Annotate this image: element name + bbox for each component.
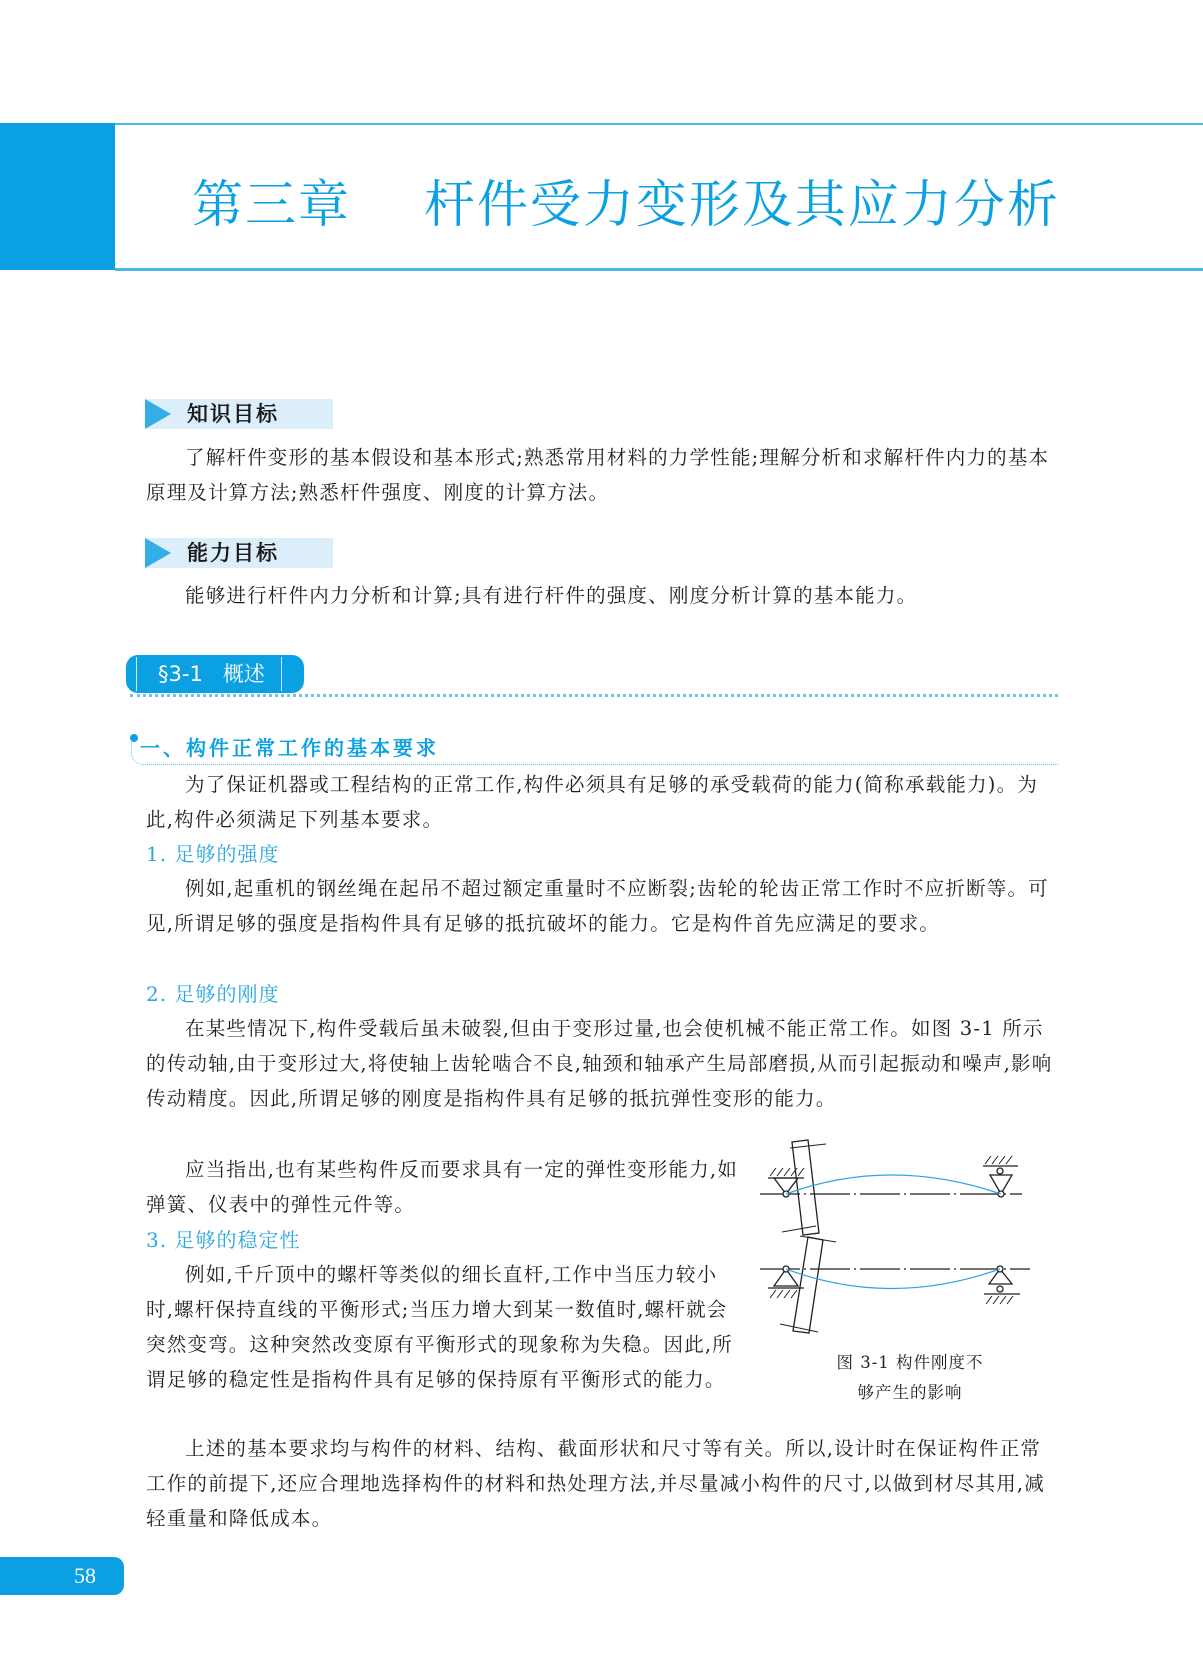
requirement-paragraph: 应当指出,也有某些构件反而要求具有一定的弹性变形能力,如弹簧、仪表中的弹性元件等。 [146, 1158, 738, 1216]
section-banner [126, 655, 304, 693]
subsection-intro: 为了保证机器或工程结构的正常工作,构件必须具有足够的承受载荷的能力(简称承载能力)。为此,构件必须满足下列基本要求。 [146, 773, 1039, 831]
chapter-title: 第三章 杆件受力变形及其应力分析 [192, 176, 1060, 235]
requirement-heading-strength: 1. 足够的强度 [146, 842, 280, 866]
gear-tick [800, 1236, 836, 1242]
figure-caption-line-1: 图 3-1 构件刚度不 [836, 1353, 984, 1372]
chapter-color-block [0, 123, 115, 270]
page-number: 58 [74, 1563, 96, 1588]
ability-objective-text: 能够进行杆件内力分析和计算;具有进行杆件的强度、刚度分析计算的基本能力。 [185, 584, 918, 607]
section-dotted-rule [130, 694, 1058, 697]
section-number: §3-1 [158, 662, 203, 686]
roller-icon [997, 1168, 1003, 1174]
figure-shaft-deflection [760, 1138, 1040, 1338]
banner-divider [281, 657, 282, 691]
requirement-paragraph: 在某些情况下,构件受载后虽未破裂,但由于变形过量,也会使机械不能正常工作。如图 3-1 所示的传动轴,由于变形过大,将使轴上齿轮啮合不良,轴颈和轴承产生局部磨损,从而引起振动和噪声,影响传动精度。因此,所谓足够的刚度是指构件具有足够的抵抗弹性变形的能力。 [146, 1017, 1053, 1110]
triangle-bullet-icon [145, 399, 171, 429]
deflection-curve [786, 1175, 1001, 1194]
ability-objective-label: 能力目标 [187, 541, 279, 565]
gear-tick [780, 1324, 818, 1332]
bottom-shaft-assembly [760, 1236, 1030, 1333]
ability-objective-header [145, 538, 333, 568]
chapter-rule-bottom [115, 268, 1203, 271]
triangle-bullet-icon [145, 538, 171, 568]
page-number-tab [0, 1557, 124, 1595]
conclusion-paragraph: 上述的基本要求均与构件的材料、结构、截面形状和尺寸等有关。所以,设计时在保证构件正常工作的前提下,还应合理地选择构件的材料和热处理方法,并尽量减小构件的尺寸,以做到材尽其用,减轻重量和降低成本。 [146, 1437, 1045, 1530]
requirement-paragraph: 例如,起重机的钢丝绳在起吊不超过额定重量时不应断裂;齿轮的轮齿正常工作时不应折断等。可见,所谓足够的强度是指构件具有足够的抵抗破坏的能力。它是构件首先应满足的要求。 [146, 877, 1049, 935]
gear-tick [782, 1226, 816, 1232]
section-title: 概述 [222, 662, 265, 686]
banner-divider [136, 657, 137, 691]
chapter-rule-top [115, 123, 1203, 125]
requirement-paragraph: 例如,千斤顶中的螺杆等类似的细长直杆,工作中当压力较小时,螺杆保持直线的平衡形式;当压力增大到某一数值时,螺杆就会突然变弯。这种突然改变原有平衡形式的现象称为失稳。因此,所谓足够的稳定性是指构件具有足够的保持原有平衡形式的能力。 [146, 1263, 733, 1391]
requirement-heading-stability: 3. 足够的稳定性 [146, 1228, 301, 1252]
hatch-icon [770, 1290, 797, 1298]
hatch-icon [986, 1296, 1013, 1304]
subsection-dotted-rule [145, 764, 1058, 765]
hatch-icon [985, 1156, 1012, 1164]
figure-caption-line-2: 够产生的影响 [857, 1383, 963, 1402]
subsection-title: 一、构件正常工作的基本要求 [140, 736, 439, 760]
roller-icon [997, 1286, 1003, 1292]
knowledge-objective-text: 了解杆件变形的基本假设和基本形式;熟悉常用材料的力学性能;理解分析和求解杆件内力的基本原理及计算方法;熟悉杆件强度、刚度的计算方法。 [146, 446, 1050, 504]
knowledge-objective-header [145, 399, 333, 429]
knowledge-objective-label: 知识目标 [187, 402, 279, 426]
section-heading [158, 655, 265, 693]
hatch-icon [770, 1168, 804, 1176]
top-shaft-assembly [760, 1140, 1022, 1235]
requirement-heading-stiffness: 2. 足够的刚度 [146, 982, 280, 1006]
